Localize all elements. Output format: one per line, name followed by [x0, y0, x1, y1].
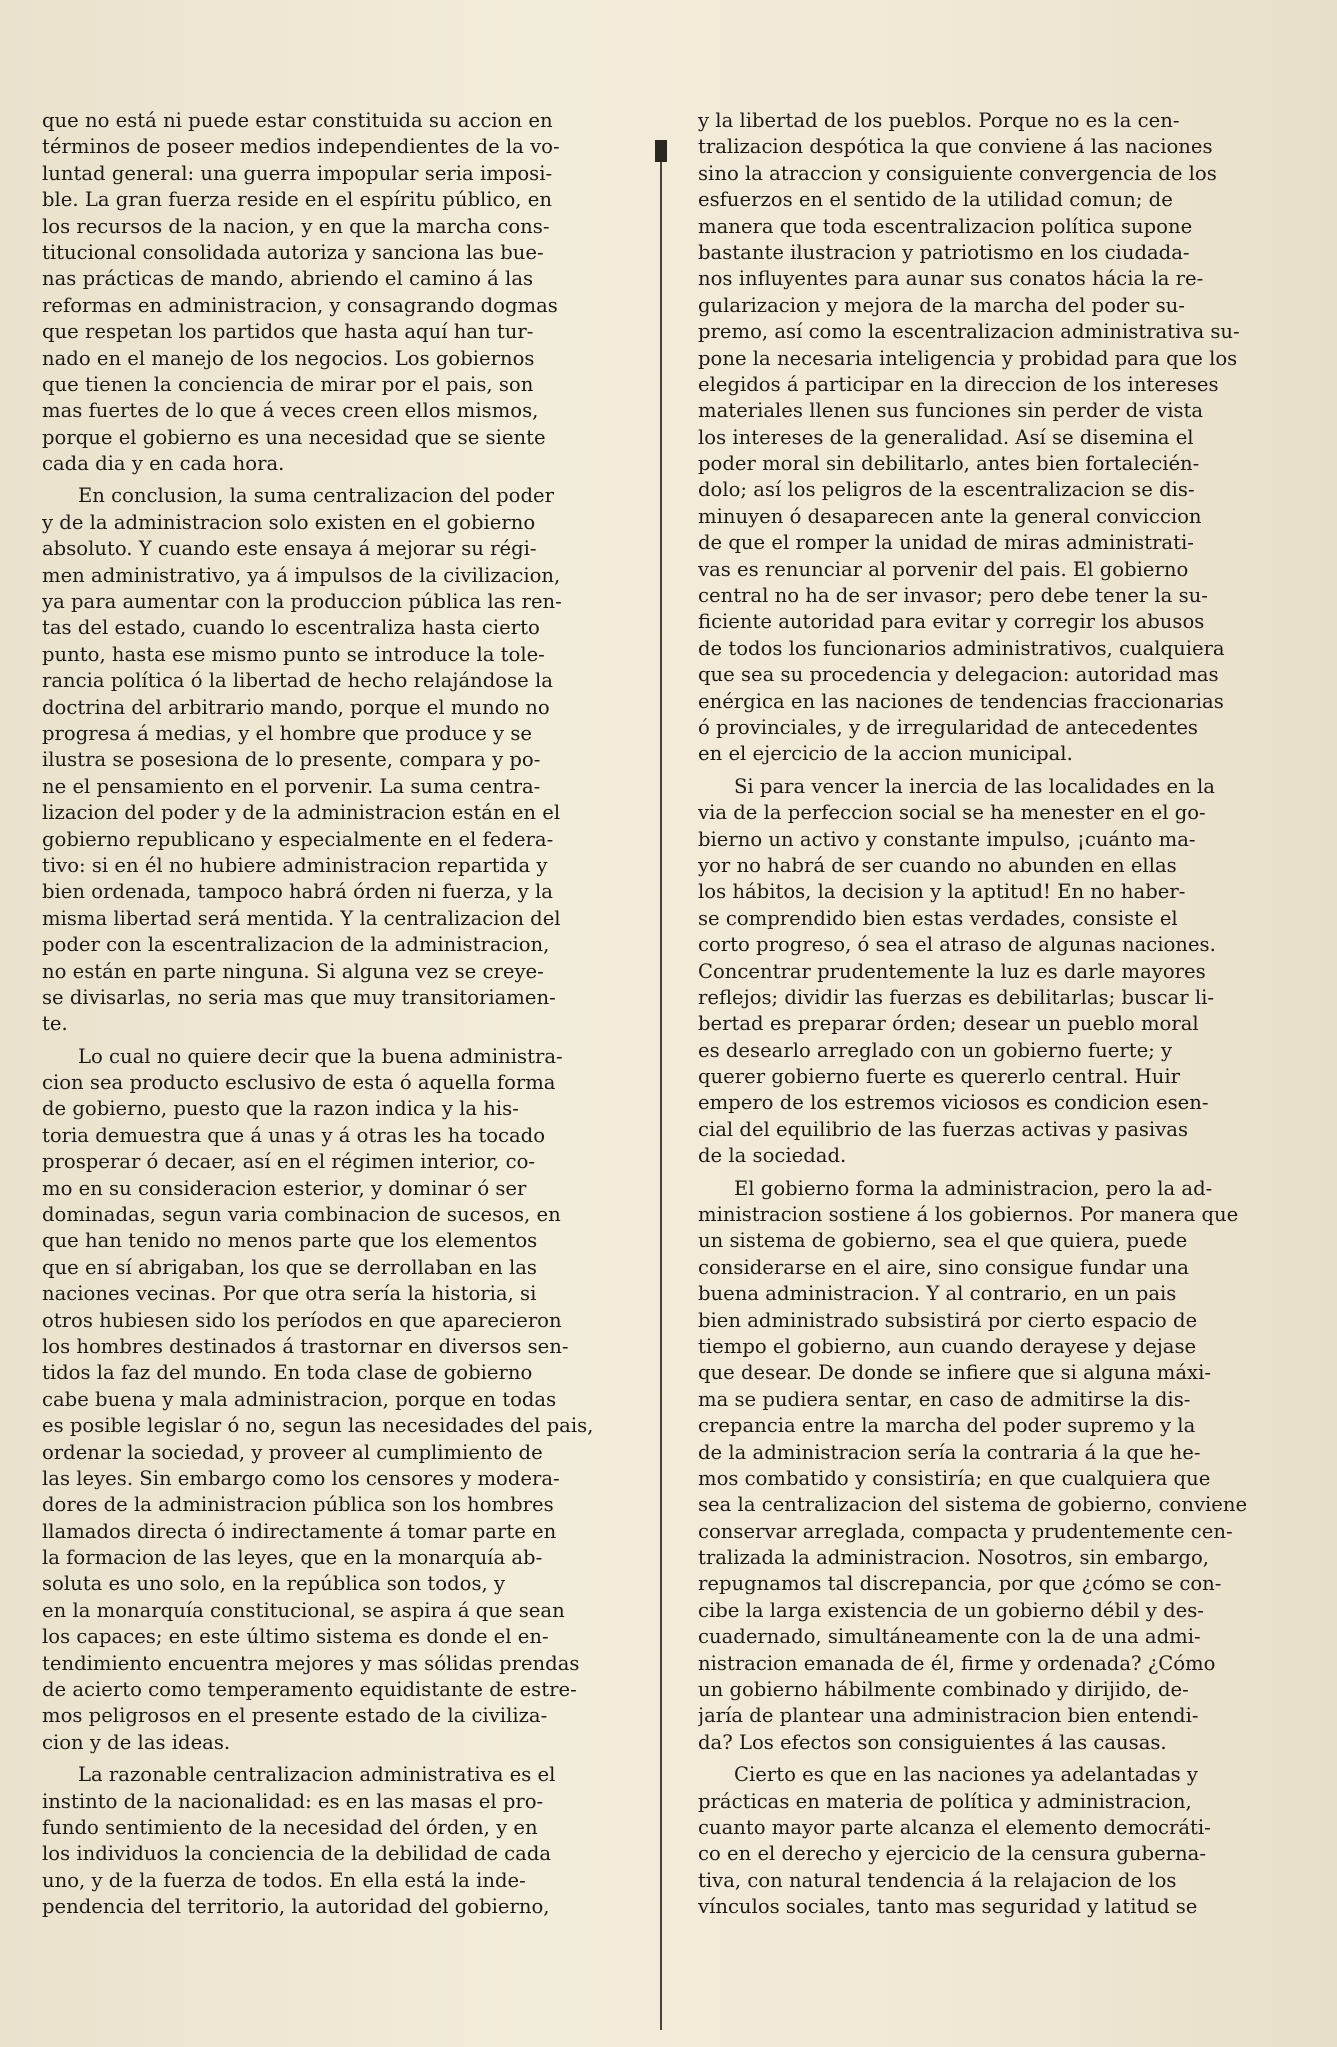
text-line: manera que toda escentralizacion política supone [698, 214, 1193, 238]
text-line: dores de la administracion pública son los hombres [42, 1493, 554, 1517]
text-line: tiva, con natural tendencia á la relajacion de los [698, 1868, 1177, 1892]
column-divider-cap [655, 140, 667, 162]
text-line: men administrativo, ya á impulsos de la civilizacion, [42, 563, 561, 587]
text-line: sea la centralizacion del sistema de gobierno, conviene [698, 1493, 1248, 1517]
text-line: y de la administracion solo existen en el gobierno [42, 510, 536, 534]
text-line: nos influyentes para aunar sus conatos hácia la re- [698, 267, 1204, 291]
text-line: via de la perfeccion social se ha menester en el go- [698, 801, 1206, 825]
text-line: da? Los efectos son consiguientes á las causas. [698, 1730, 1167, 1754]
text-line: vas es renunciar al porvenir del pais. El gobierno [698, 557, 1189, 581]
text-line: los recursos de la nacion, y en que la marcha cons- [42, 214, 550, 238]
text-line: y la libertad de los pueblos. Porque no es la cen- [698, 109, 1180, 132]
text-line: la formacion de las leyes, que en la monarquía ab- [42, 1546, 543, 1570]
text-line: Lo cual no quiere decir que la buena administra- [78, 1044, 563, 1068]
text-line: Si para vencer la inercia de las localidades en la [734, 774, 1215, 798]
text-line: otros hubiesen sido los períodos en que aparecieron [42, 1308, 562, 1332]
text-line: los hombres destinados á trastornar en diversos sen- [42, 1334, 569, 1358]
text-line: de gobierno, puesto que la razon indica y la his- [42, 1097, 519, 1121]
text-line: que en sí abrigaban, los que se derrollaban en las [42, 1255, 537, 1279]
text-line: bastante ilustracion y patriotismo en los ciudada- [698, 240, 1190, 264]
text-line: ne el pensamiento en el porvenir. La suma centra- [42, 774, 541, 798]
text-line: misma libertad será mentida. Y la centralizacion del [42, 906, 561, 930]
paragraph [698, 1762, 1258, 1920]
text-line: mos peligrosos en el presente estado de la civiliza- [42, 1704, 548, 1728]
text-line: no están en parte ninguna. Si alguna vez se creye- [42, 959, 544, 983]
text-line: bien ordenada, tampoco habrá órden ni fuerza, y la [42, 880, 553, 904]
text-line: de la administracion sería la contraria á la que he- [698, 1440, 1201, 1464]
text-line: elegidos á participar en la direccion de los intereses [698, 372, 1219, 396]
text-line: doctrina del arbitrario mando, porque el mundo no [42, 695, 550, 719]
text-line: lizacion del poder y de la administracion están en el [42, 801, 561, 825]
text-line: nistracion emanada de él, firme y ordenada? ¿Cómo [698, 1651, 1216, 1675]
text-line: jaría de plantear una administracion bien entendi- [698, 1704, 1199, 1728]
text-line: punto, hasta ese mismo punto se introduce la tole- [42, 642, 545, 666]
text-line: es desearlo arreglado con un gobierno fuerte; y [698, 1038, 1173, 1062]
text-line: cibe la larga existencia de un gobierno débil y des- [698, 1598, 1204, 1622]
text-line: ilustra se posesiona de lo presente, compara y po- [42, 748, 541, 772]
text-line: cion y de las ideas. [42, 1730, 231, 1754]
text-line: querer gobierno fuerte es quererlo central. Huir [698, 1065, 1181, 1089]
text-line: que respetan los partidos que hasta aquí han tur- [42, 320, 534, 344]
text-line: tralizada la administracion. Nosotros, sin embargo, [698, 1546, 1209, 1570]
text-line: tiempo el gobierno, aun cuando derayese y dejase [698, 1334, 1197, 1358]
text-line: cabe buena y mala administracion, porque en todas [42, 1387, 557, 1411]
text-line: tivo: si en él no hubiere administracion repartida y [42, 853, 548, 877]
paragraph [698, 108, 1258, 768]
text-line: los intereses de la generalidad. Así se disemina el [698, 425, 1194, 449]
text-line: que han tenido no menos parte que los elementos [42, 1229, 538, 1253]
text-line: ble. La gran fuerza reside en el espíritu público, en [42, 188, 552, 212]
text-line: instinto de la nacionalidad: es en las masas el pro- [42, 1789, 544, 1813]
text-line: uno, y de la fuerza de todos. En ella está la inde- [42, 1868, 526, 1892]
text-line: llamados directa ó indirectamente á tomar parte en [42, 1519, 557, 1543]
text-line: de la sociedad. [698, 1144, 847, 1168]
text-line: gobierno republicano y especialmente en el federa- [42, 827, 554, 851]
text-line: toria demuestra que á unas y á otras les ha tocado [42, 1123, 545, 1147]
text-line: bien administrado subsistirá por cierto espacio de [698, 1308, 1198, 1332]
text-line: reflejos; dividir las fuerzas es debilitarlas; buscar li- [698, 985, 1215, 1009]
text-line: esfuerzos en el sentido de la utilidad comun; de [698, 188, 1173, 212]
text-line: mas fuertes de lo que á veces creen ellos mismos, [42, 399, 539, 423]
text-line: fundo sentimiento de la necesidad del órden, y en [42, 1816, 538, 1839]
text-line: nado en el manejo de los negocios. Los gobiernos [42, 346, 535, 370]
text-line: te. [42, 1012, 68, 1036]
text-line: gularizacion y mejora de la marcha del poder su- [698, 293, 1185, 317]
text-line: porque el gobierno es una necesidad que se siente [42, 425, 546, 449]
text-line: bertad es preparar órden; desear un pueblo moral [698, 1012, 1199, 1036]
text-line: tralizacion despótica la que conviene á las naciones [698, 135, 1213, 159]
text-line: vínculos sociales, tanto mas seguridad y latitud se [698, 1895, 1198, 1919]
text-line: dominadas, segun varia combinacion de sucesos, en [42, 1203, 561, 1227]
text-line: en el ejercicio de la accion municipal. [698, 742, 1073, 766]
paragraph [42, 1762, 617, 1920]
text-line: rancia política ó la libertad de hecho relajándose la [42, 669, 553, 693]
text-line: cuanto mayor parte alcanza el elemento democráti- [698, 1816, 1211, 1839]
text-line: nas prácticas de mando, abriendo el camino á las [42, 267, 534, 291]
text-line: ordenar la sociedad, y proveer al cumplimiento de [42, 1440, 543, 1464]
text-line: tendimiento encuentra mejores y mas sólidas prendas [42, 1651, 580, 1675]
text-line: los individuos la conciencia de la debilidad de cada [42, 1842, 552, 1866]
text-line: poder moral sin debilitarlo, antes bien fortalecién- [698, 452, 1200, 476]
text-line: los capaces; en este último sistema es donde el en- [42, 1625, 549, 1649]
text-line: las leyes. Sin embargo como los censores y modera- [42, 1466, 560, 1490]
text-line: co en el derecho y ejercicio de la censura guberna- [698, 1842, 1206, 1866]
text-line: repugnamos tal discrepancia, por que ¿cómo se con- [698, 1572, 1222, 1596]
text-line: mos combatido y consistiría; en que cualquiera que [698, 1466, 1211, 1490]
text-line: pendencia del territorio, la autoridad del gobierno, [42, 1895, 550, 1919]
text-line: La razonable centralizacion administrativa es el [78, 1763, 556, 1787]
text-line: se divisarlas, no seria mas que muy transitoriamen- [42, 985, 556, 1009]
paragraph [698, 1176, 1258, 1757]
text-line: que desear. De donde se infiere que si alguna máxi- [698, 1361, 1211, 1385]
left-column [42, 108, 617, 1921]
text-line: de que el romper la unidad de miras administrati- [698, 531, 1194, 555]
text-line: pone la necesaria inteligencia y probidad para que los [698, 346, 1238, 370]
text-line: empero de los estremos viciosos es condicion esen- [698, 1091, 1209, 1115]
text-line: términos de poseer medios independientes de la vo- [42, 135, 560, 159]
text-line: enérgica en las naciones de tendencias fraccionarias [698, 689, 1224, 713]
paragraph [698, 774, 1258, 1170]
text-line: absoluto. Y cuando este ensaya á mejorar su régi- [42, 537, 537, 561]
text-line: tas del estado, cuando lo escentraliza hasta cierto [42, 616, 540, 640]
text-line: conservar arreglada, compacta y prudentemente cen- [698, 1519, 1233, 1543]
text-line: ministracion sostiene á los gobiernos. Por manera que [698, 1203, 1239, 1227]
text-line: los hábitos, la decision y la aptitud! En no haber- [698, 880, 1186, 904]
text-line: ma se pudiera sentar, en caso de admitirse la dis- [698, 1387, 1191, 1411]
text-line: corto progreso, ó sea el atraso de algunas naciones. [698, 933, 1216, 957]
paragraph [42, 1044, 617, 1757]
text-line: buena administracion. Y al contrario, en un pais [698, 1282, 1177, 1306]
text-line: de todos los funcionarios administrativos, cualquiera [698, 636, 1225, 660]
text-line: reformas en administracion, y consagrando dogmas [42, 293, 558, 317]
text-line: bierno un activo y constante impulso, ¡cuánto ma- [698, 827, 1196, 851]
text-line: Concentrar prudentemente la luz es darle mayores [698, 959, 1206, 983]
text-line: mo en su consideracion esterior, y dominar ó ser [42, 1176, 527, 1200]
text-line: materiales llenen sus funciones sin perder de vista [698, 399, 1204, 423]
text-line: soluta es uno solo, en la república son todos, y [42, 1572, 506, 1596]
text-line: se comprendido bien estas verdades, consiste el [698, 906, 1178, 930]
text-line: en la monarquía constitucional, se aspira á que sean [42, 1598, 565, 1622]
text-line: es posible legislar ó no, segun las necesidades del pais, [42, 1414, 594, 1438]
text-line: ó provinciales, y de irregularidad de antecedentes [698, 715, 1198, 739]
text-line: cion sea producto esclusivo de esta ó aquella forma [42, 1071, 556, 1095]
text-line: que no está ni puede estar constituida su accion en [42, 109, 553, 132]
paragraph [42, 108, 617, 477]
text-line: poder con la escentralizacion de la administracion, [42, 933, 550, 957]
text-line: dolo; así los peligros de la escentralizacion se dis- [698, 478, 1195, 502]
text-line: tidos la faz del mundo. En toda clase de gobierno [42, 1361, 533, 1385]
text-line: central no ha de ser invasor; pero debe tener la su- [698, 584, 1208, 608]
text-line: un sistema de gobierno, sea el que quiera, puede [698, 1229, 1188, 1253]
text-line: naciones vecinas. Por que otra sería la historia, si [42, 1282, 537, 1306]
text-line: El gobierno forma la administracion, pero la ad- [734, 1176, 1213, 1200]
text-line: de acierto como temperamento equidistante de estre- [42, 1678, 577, 1702]
text-line: cial del equilibrio de las fuerzas activas y pasivas [698, 1117, 1189, 1141]
text-line: un gobierno hábilmente combinado y dirijido, de- [698, 1678, 1189, 1702]
text-line: crepancia entre la marcha del poder supremo y la [698, 1414, 1196, 1438]
text-line: premo, así como la escentralizacion administrativa su- [698, 320, 1240, 344]
text-line: progresa á medias, y el hombre que produce y se [42, 721, 532, 745]
text-line: prácticas en materia de política y administracion, [698, 1789, 1192, 1813]
text-line: ficiente autoridad para evitar y corregir los abusos [698, 610, 1205, 634]
text-line: que sea su procedencia y delegacion: autoridad mas [698, 663, 1219, 687]
right-column [698, 108, 1258, 1921]
text-line: En conclusion, la suma centralizacion del poder [78, 484, 554, 508]
text-line: ya para aumentar con la produccion pública las ren- [42, 590, 562, 614]
text-line: Cierto es que en las naciones ya adelantadas y [734, 1763, 1198, 1787]
paragraph [42, 483, 617, 1037]
text-line: sino la atraccion y consiguiente convergencia de los [698, 161, 1217, 185]
text-line: yor no habrá de ser cuando no abunden en ellas [698, 853, 1177, 877]
text-line: cuadernado, simultáneamente con la de una admi- [698, 1625, 1201, 1649]
text-line: luntad general: una guerra impopular seria imposi- [42, 161, 553, 185]
text-line: prosperar ó decaer, así en el régimen interior, co- [42, 1150, 536, 1174]
text-line: considerarse en el aire, sino consigue fundar una [698, 1255, 1189, 1279]
text-line: titucional consolidada autoriza y sanciona las bue- [42, 240, 544, 264]
column-divider [660, 140, 662, 2030]
text-line: minuyen ó desaparecen ante la general conviccion [698, 504, 1202, 528]
text-line: cada dia y en cada hora. [42, 452, 285, 476]
text-line: que tienen la conciencia de mirar por el pais, son [42, 372, 534, 396]
